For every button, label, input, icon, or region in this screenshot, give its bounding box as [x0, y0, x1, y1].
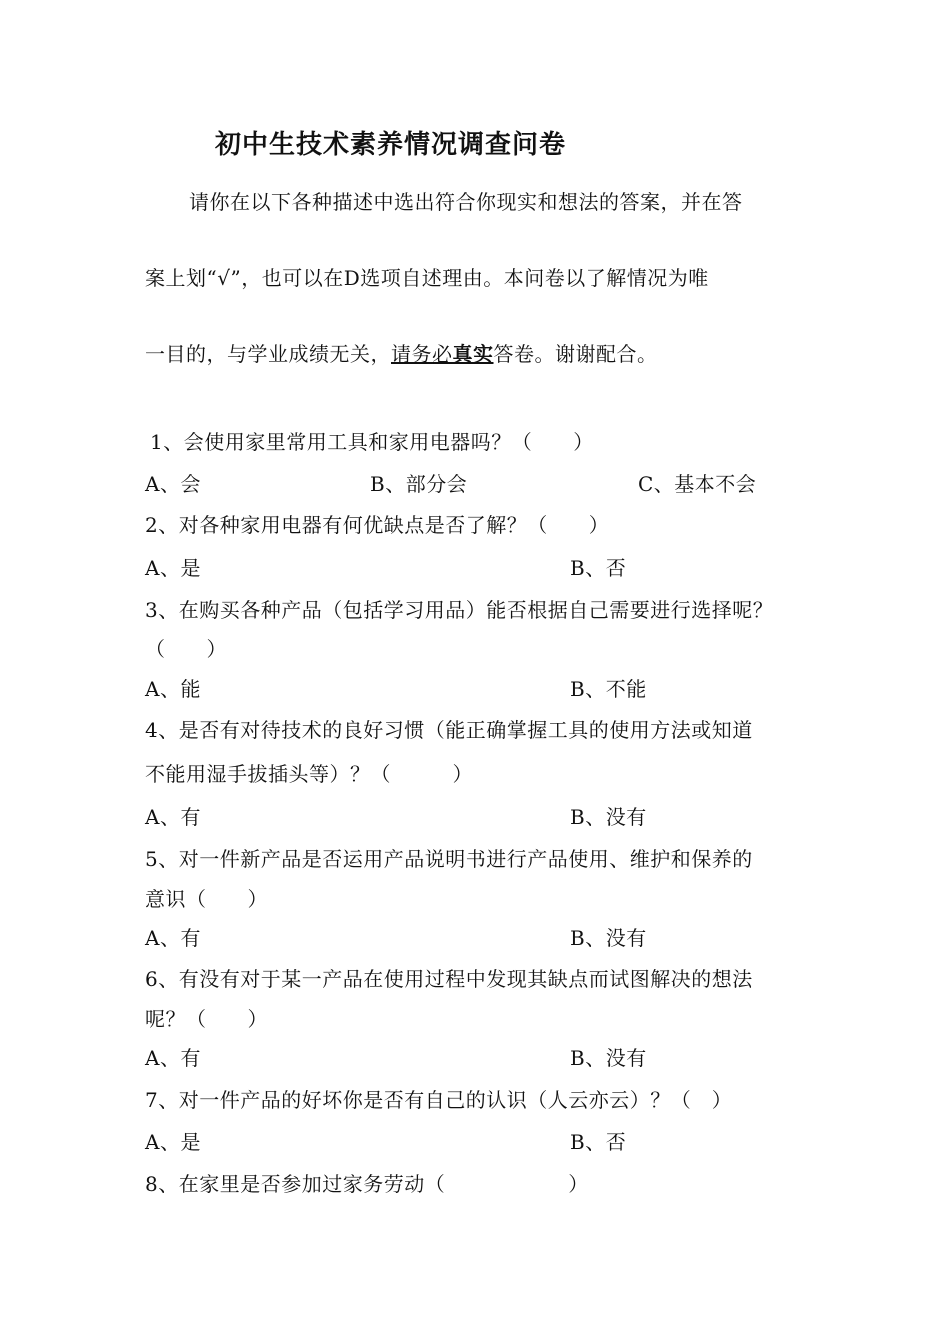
intro-line-2: 案上划“√”，也可以在D选项自述理由。本问卷以了解情况为唯: [145, 266, 709, 290]
intro-line-3-end: 答卷。谢谢配合。: [493, 342, 658, 366]
question-4-cont: 不能用湿手拔插头等）？（ ）: [145, 762, 473, 786]
question-6-cont: 呢？（ ）: [145, 1007, 268, 1031]
question-4: 4、是否有对待技术的良好习惯（能正确掌握工具的使用方法或知道: [145, 718, 753, 742]
q1-option-c: C、基本不会: [638, 472, 757, 496]
question-1: 1、会使用家里常用工具和家用电器吗？（ ）: [150, 430, 594, 454]
question-2: 2、对各种家用电器有何优缺点是否了解？（ ）: [145, 513, 610, 537]
q1-option-a: A、会: [145, 472, 201, 496]
q4-option-a: A、有: [145, 805, 201, 829]
question-5-cont: 意识（ ）: [145, 887, 268, 911]
page-title: 初中生技术素养情况调查问卷: [215, 130, 567, 160]
q6-option-b: B、没有: [570, 1046, 647, 1070]
q6-option-a: A、有: [145, 1046, 201, 1070]
q3-option-a: A、能: [145, 677, 201, 701]
q4-option-b: B、没有: [570, 805, 647, 829]
intro-bold-text: 真实: [452, 342, 494, 366]
question-8: 8、在家里是否参加过家务劳动（ ）: [145, 1172, 589, 1196]
q7-option-a: A、是: [145, 1130, 201, 1154]
question-6: 6、有没有对于某一产品在使用过程中发现其缺点而试图解决的想法: [145, 967, 753, 991]
question-5: 5、对一件新产品是否运用产品说明书进行产品使用、维护和保养的: [145, 847, 753, 871]
intro-line-1: 请你在以下各种描述中选出符合你现实和想法的答案，并在答: [189, 190, 743, 214]
q2-option-b: B、否: [570, 556, 627, 580]
intro-line-3-start: 一目的，与学业成绩无关，: [145, 342, 391, 366]
q7-option-b: B、否: [570, 1130, 627, 1154]
q5-option-a: A、有: [145, 926, 201, 950]
q3-option-b: B、不能: [570, 677, 647, 701]
intro-line-3: [145, 338, 815, 367]
q5-option-b: B、没有: [570, 926, 647, 950]
question-3-cont: （ ）: [145, 637, 227, 661]
question-3: 3、在购买各种产品（包括学习用品）能否根据自己需要进行选择呢？: [145, 598, 774, 622]
intro-underlined-text: 请务必: [391, 342, 453, 366]
q1-option-b: B、部分会: [370, 472, 468, 496]
q2-option-a: A、是: [145, 556, 201, 580]
question-7: 7、对一件产品的好坏你是否有自己的认识（人云亦云）？（ ）: [145, 1088, 733, 1112]
